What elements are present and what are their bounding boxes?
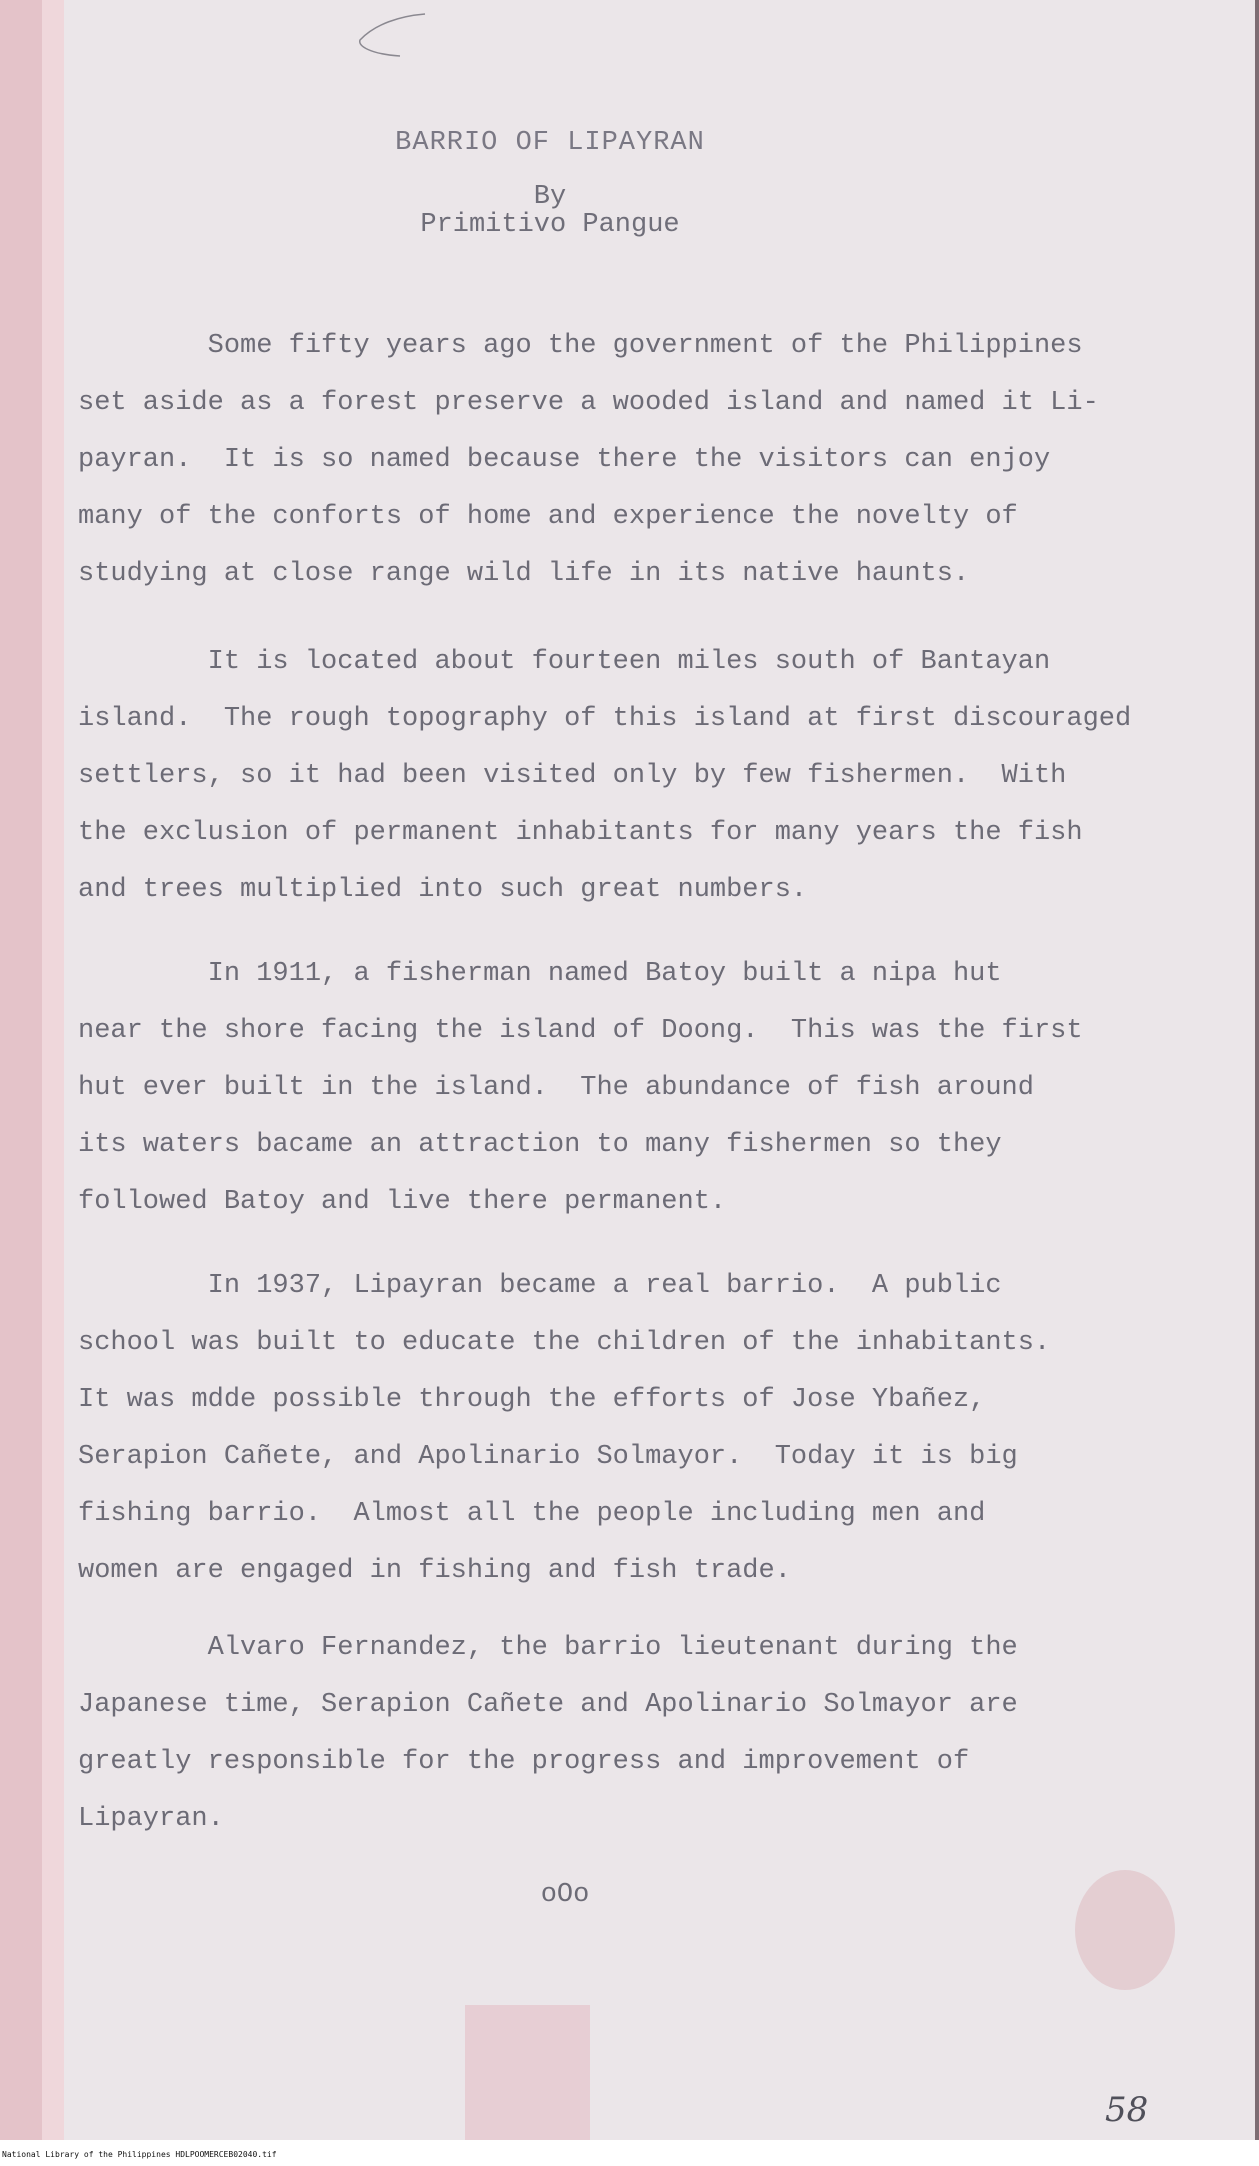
text-line: near the shore facing the island of Doong. This was the first bbox=[78, 1016, 1083, 1046]
text-line: many of the conforts of home and experience the novelty of bbox=[78, 502, 1018, 532]
text-line: Some fifty years ago the government of the Philippines bbox=[78, 331, 1083, 361]
paragraph-4 bbox=[78, 1258, 1188, 1600]
text-line: Japanese time, Serapion Cañete and Apolinario Solmayor are bbox=[78, 1690, 1018, 1720]
footer-caption: National Library of the Philippines HDLPOOMERCEB02040.tif bbox=[2, 2150, 277, 2159]
end-mark: oOo bbox=[540, 1880, 590, 1910]
text-line: It is located about fourteen miles south of Bantayan bbox=[78, 647, 1051, 677]
text-line: greatly responsible for the progress and improvement of bbox=[78, 1747, 970, 1777]
text-line: Lipayran. bbox=[78, 1804, 224, 1834]
text-line: hut ever built in the island. The abundance of fish around bbox=[78, 1073, 1034, 1103]
text-line: school was built to educate the children of the inhabitants. bbox=[78, 1328, 1051, 1358]
text-line: studying at close range wild life in its native haunts. bbox=[78, 559, 970, 589]
text-line: Serapion Cañete, and Apolinario Solmayor. Today it is big bbox=[78, 1442, 1018, 1472]
text-line: island. The rough topography of this island at first discouraged bbox=[78, 704, 1132, 734]
text-line: In 1911, a fisherman named Batoy built a nipa hut bbox=[78, 959, 1002, 989]
text-line: set aside as a forest preserve a wooded island and named it Li- bbox=[78, 388, 1099, 418]
text-line: the exclusion of permanent inhabitants for many years the fish bbox=[78, 818, 1083, 848]
text-line: its waters bacame an attraction to many fishermen so they bbox=[78, 1130, 1002, 1160]
text-line: fishing barrio. Almost all the people including men and bbox=[78, 1499, 986, 1529]
text-line: settlers, so it had been visited only by few fishermen. With bbox=[78, 761, 1067, 791]
text-line: and trees multiplied into such great numbers. bbox=[78, 875, 808, 905]
text-line: It was mdde possible through the efforts of Jose Ybañez, bbox=[78, 1385, 986, 1415]
author-name: Primitivo Pangue bbox=[420, 210, 680, 240]
handwritten-page-number: 58 bbox=[1105, 2090, 1149, 2130]
paragraph-3 bbox=[78, 946, 1188, 1231]
text-line: In 1937, Lipayran became a real barrio. A public bbox=[78, 1271, 1002, 1301]
text-line: Alvaro Fernandez, the barrio lieutenant during the bbox=[78, 1633, 1018, 1663]
byline: By bbox=[533, 182, 567, 212]
paragraph-1 bbox=[78, 318, 1188, 603]
text-line: followed Batoy and live there permanent. bbox=[78, 1187, 727, 1217]
paragraph-5 bbox=[78, 1620, 1188, 1848]
text-line: payran. It is so named because there the visitors can enjoy bbox=[78, 445, 1051, 475]
text-line: women are engaged in fishing and fish trade. bbox=[78, 1556, 791, 1586]
paragraph-2 bbox=[78, 634, 1188, 919]
page-title: BARRIO OF LIPAYRAN bbox=[395, 128, 705, 158]
